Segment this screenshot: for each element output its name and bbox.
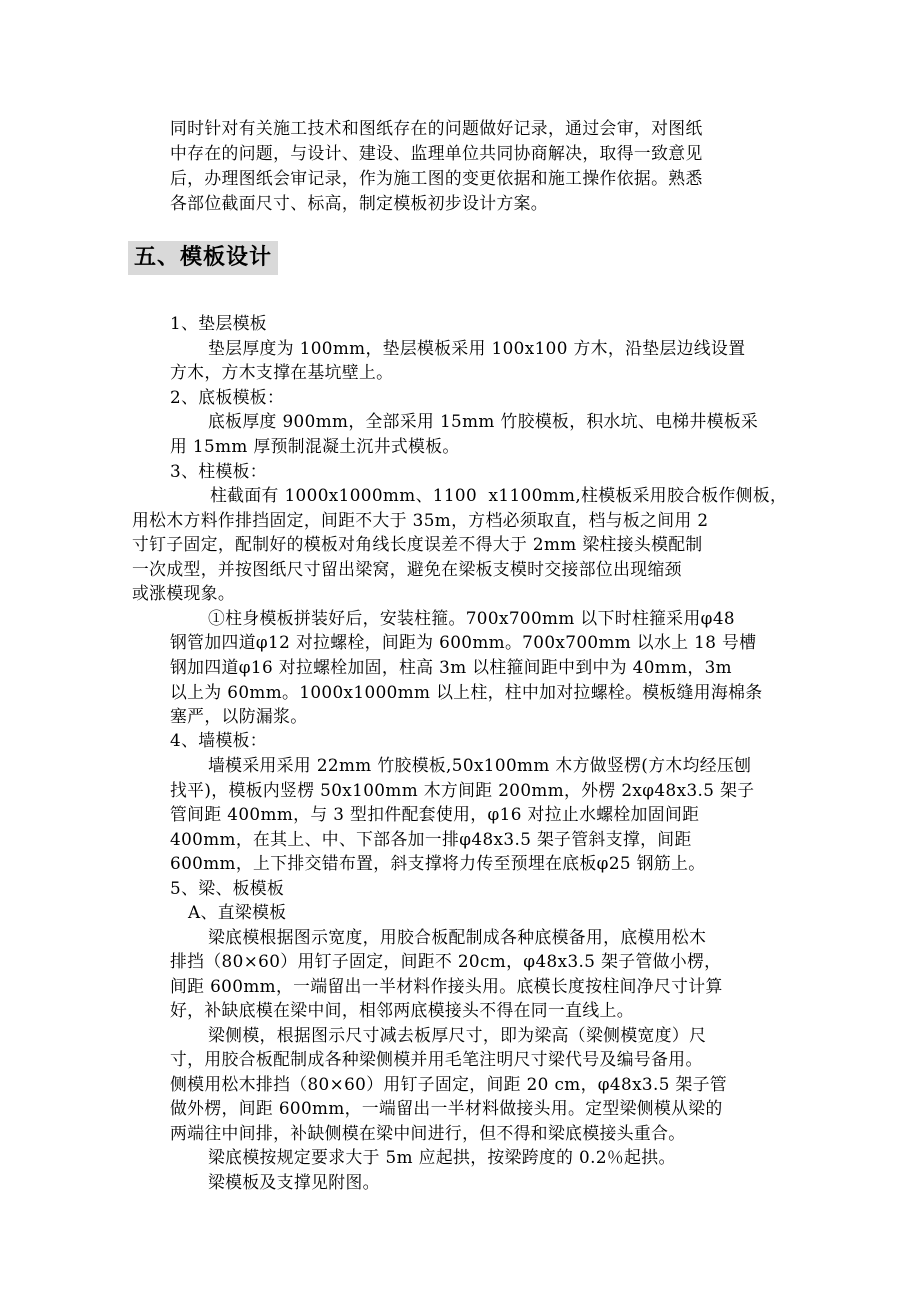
s3-line-1: 柱截面有 1000x1000mm、1100 x1100mm,柱模板采用胶合板作侧板， (210, 485, 788, 505)
s5-p2-line-4: 做外楞，间距 600mm，一端留出一半材料做接头用。定型梁侧模从梁的 (170, 1098, 723, 1118)
s3-sub-line-3: 钢加四道φ16 对拉螺栓加固，柱高 3m 以柱箍间距中到中为 40mm，3m (170, 657, 732, 677)
s3-title: 3、柱模板： (170, 461, 267, 481)
s3-sub-line-1: ①柱身模板拼装好后，安装柱箍。700x700mm 以下时柱箍采用φ48 (208, 608, 735, 628)
s4-line-2: 找平)，模板内竖楞 50x100mm 木方间距 200mm，外楞 2xφ48x3.5 架子 (170, 780, 755, 800)
s5-p2-line-5: 两端往中间排，补缺侧模在梁中间进行，但不得和梁底模接头重合。 (170, 1123, 686, 1143)
s5-p2-line-1: 梁侧模，根据图示尺寸减去板厚尺寸，即为梁高（梁侧模宽度）尺 (208, 1025, 707, 1045)
intro-line-2: 中存在的问题，与设计、建设、监理单位共同协商解决，取得一致意见 (170, 143, 703, 163)
s4-line-4: 400mm，在其上、中、下部各加一排φ48x3.5 架子管斜支撑，间距 (170, 829, 692, 849)
s1-line-2: 方木，方木支撑在基坑壁上。 (170, 362, 394, 382)
s2-line-1: 底板厚度 900mm，全部采用 15mm 竹胶模板，积水坑、电梯井模板采 (208, 411, 759, 431)
s4-title: 4、墙模板： (170, 730, 267, 750)
s5-p2-line-2: 寸，用胶合板配制成各种梁侧模并用毛笔注明尺寸梁代号及编号备用。 (170, 1049, 703, 1069)
s3-sub-line-4: 以上为 60mm。1000x1000mm 以上柱，柱中加对拉螺栓。模板缝用海棉条 (170, 682, 763, 702)
s5-p1-line-4: 好，补缺底模在梁中间，相邻两底模接头不得在同一直线上。 (170, 1000, 634, 1020)
s3-line-4: 一次成型，并按图纸尺寸留出梁窝，避免在梁板支模时交接部位出现缩颈 (132, 559, 682, 579)
s5-p4: 梁模板及支撑见附图。 (208, 1172, 380, 1192)
intro-line-3: 后，办理图纸会审记录，作为施工图的变更依据和施工操作依据。熟悉 (170, 168, 703, 188)
s4-line-5: 600mm，上下排交错布置，斜支撑将力传至预埋在底板φ25 钢筋上。 (170, 853, 706, 873)
s4-line-1: 墙模采用采用 22mm 竹胶模板,50x100mm 木方做竖楞(方木均经压刨 (208, 755, 752, 775)
intro-line-4: 各部位截面尺寸、标高，制定模板初步设计方案。 (170, 193, 548, 213)
s5-title: 5、梁、板模板 (170, 878, 285, 898)
s3-line-2: 用松木方料作排挡固定，间距不大于 35m，方档必须取直，档与板之间用 2 (132, 510, 709, 530)
s5-p3: 梁底模按规定要求大于 5m 应起拱，按梁跨度的 0.2％起拱。 (208, 1147, 676, 1167)
s1-line-1: 垫层厚度为 100mm，垫层模板采用 100x100 方木，沿垫层边线设置 (208, 338, 746, 358)
s5-p1-line-1: 梁底模根据图示宽度，用胶合板配制成各种底模备用，底模用松木 (208, 927, 707, 947)
s3-line-3: 寸钉子固定，配制好的模板对角线长度误差不得大于 2mm 梁柱接头模配制 (132, 534, 703, 554)
s4-line-3: 管间距 400mm，与 3 型扣件配套使用，φ16 对拉止水螺栓加固间距 (170, 804, 700, 824)
s5-subtitle: A、直梁模板 (188, 902, 287, 922)
s2-line-2: 用 15mm 厚预制混凝土沉井式模板。 (170, 436, 460, 456)
s2-title: 2、底板模板： (170, 387, 285, 407)
s5-p2-line-3: 侧模用松木排挡（80×60）用钉子固定，间距 20 cm，φ48x3.5 架子管 (170, 1074, 728, 1094)
s3-sub-line-2: 钢管加四道φ12 对拉螺栓，间距为 600mm。700x700mm 以水上 18 号槽 (170, 632, 757, 652)
intro-line-1: 同时针对有关施工技术和图纸存在的问题做好记录，通过会审，对图纸 (170, 118, 703, 138)
s3-sub-line-5: 塞严，以防漏浆。 (170, 706, 308, 726)
s1-title: 1、垫层模板 (170, 313, 267, 333)
section-heading: 五、模板设计 (128, 241, 278, 275)
s5-p1-line-3: 间距 600mm，一端留出一半材料作接头用。底模长度按柱间净尺寸计算 (170, 976, 723, 996)
s3-line-5: 或涨模现象。 (132, 583, 236, 603)
s5-p1-line-2: 排挡（80×60）用钉子固定，间距不 20cm，φ48x3.5 架子管做小楞， (170, 951, 722, 971)
